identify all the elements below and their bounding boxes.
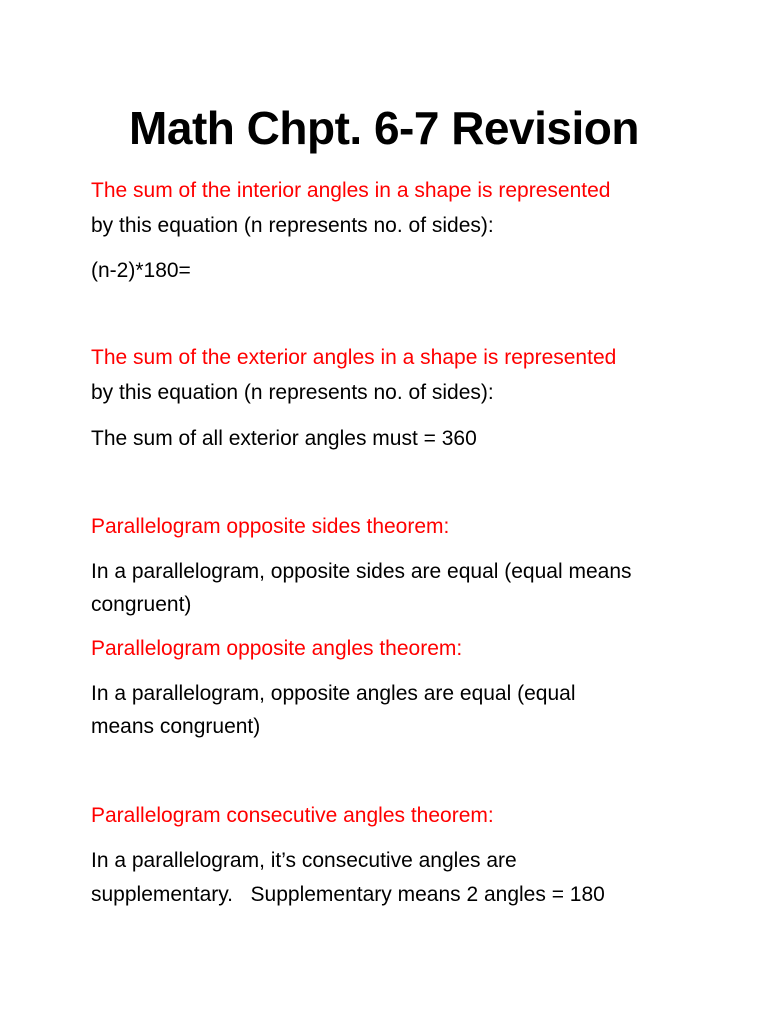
interior-angles-formula: (n-2)*180=: [91, 259, 191, 282]
page-title: Math Chpt. 6-7 Revision: [129, 102, 639, 154]
opposite-sides-body-line2: congruent): [91, 593, 192, 616]
opposite-sides-heading: Parallelogram opposite sides theorem:: [91, 515, 450, 538]
interior-angles-heading: The sum of the interior angles in a shape is represented: [91, 179, 611, 202]
interior-angles-heading-cont: by this equation (n represents no. of sides):: [91, 214, 494, 237]
consecutive-angles-body-line1: In a parallelogram, it’s consecutive angles are: [91, 849, 517, 872]
consecutive-angles-heading: Parallelogram consecutive angles theorem:: [91, 804, 494, 827]
exterior-angles-heading-cont: by this equation (n represents no. of sides):: [91, 381, 494, 404]
consecutive-angles-body-line2: supplementary. Supplementary means 2 angles = 180: [91, 883, 605, 906]
opposite-angles-body-line2: means congruent): [91, 715, 261, 738]
exterior-angles-rule: The sum of all exterior angles must = 360: [91, 427, 477, 450]
opposite-sides-body-line1: In a parallelogram, opposite sides are equal (equal means: [91, 560, 632, 583]
opposite-angles-body-line1: In a parallelogram, opposite angles are equal (equal: [91, 682, 576, 705]
exterior-angles-heading: The sum of the exterior angles in a shape is represented: [91, 346, 617, 369]
opposite-angles-heading: Parallelogram opposite angles theorem:: [91, 637, 463, 660]
